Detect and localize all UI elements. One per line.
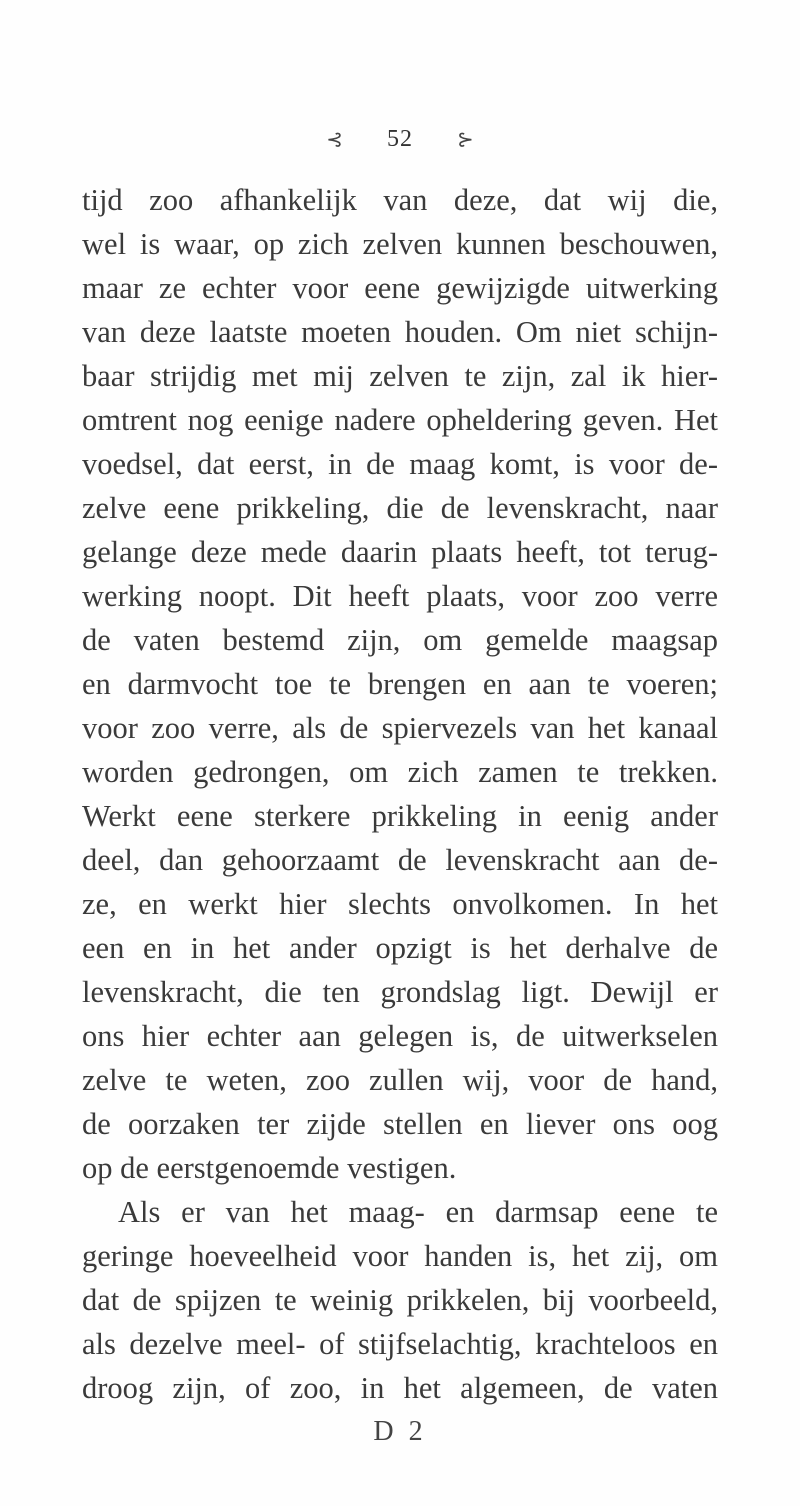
text-line: van deze laatste moeten houden. Om niet schijn- (82, 315, 718, 349)
text-line: levenskracht, die ten grondslag ligt. Dewijl er (82, 975, 718, 1009)
text-line: een en in het ander opzigt is het derhalve de (82, 931, 718, 965)
text-line: ons hier echter aan gelegen is, de uitwerkselen (82, 1019, 718, 1053)
text-line: omtrent nog eenige nadere opheldering geven. Het (82, 403, 718, 437)
text-line: gelange deze mede daarin plaats heeft, tot terug- (82, 535, 718, 569)
text-line: geringe hoeveelheid voor handen is, het zij, om (82, 1239, 718, 1273)
text-line: voedsel, dat eerst, in de maag komt, is voor de- (82, 447, 718, 481)
text-line: op de eerstgenoemde vestigen. (82, 1151, 457, 1185)
ornament-left-icon: ⊰ (326, 129, 343, 151)
signature-mark: D 2 (373, 1416, 427, 1447)
text-line: als dezelve meel- of stijfselachtig, krachteloos en (82, 1327, 718, 1361)
text-line: droog zijn, of zoo, in het algemeen, de vaten (82, 1371, 718, 1405)
text-line: werking noopt. Dit heeft plaats, voor zoo verre (82, 579, 718, 613)
text-line: ze, en werkt hier slechts onvolkomen. In het (82, 887, 718, 921)
text-line: baar strijdig met mij zelven te zijn, zal ik hier- (82, 359, 718, 393)
text-line: de vaten bestemd zijn, om gemelde maagsap (82, 623, 718, 657)
text-line: worden gedrongen, om zich zamen te trekken. (82, 755, 718, 789)
page-number: 52 (387, 126, 413, 152)
text-line: wel is waar, op zich zelven kunnen beschouwen, (82, 227, 718, 261)
ornament-right-icon: ⊱ (457, 129, 474, 151)
page-header (0, 126, 800, 166)
text-line: de oorzaken ter zijde stellen en liever ons oog (82, 1107, 718, 1141)
text-line: zelve te weten, zoo zullen wij, voor de hand, (82, 1063, 718, 1097)
text-line: voor zoo verre, als de spiervezels van het kanaal (82, 711, 718, 745)
text-line: deel, dan gehoorzaamt de levenskracht aan de- (82, 843, 718, 877)
text-line: maar ze echter voor eene gewijzigde uitwerking (82, 271, 718, 305)
text-line: dat de spijzen te weinig prikkelen, bij voorbeeld, (82, 1283, 718, 1317)
text-line: en darmvocht toe te brengen en aan te voeren; (82, 667, 718, 701)
text-line: Werkt eene sterkere prikkeling in eenig ander (82, 799, 718, 833)
text-line: Als er van het maag- en darmsap eene te (118, 1195, 718, 1229)
text-line: zelve eene prikkeling, die de levenskracht, naar (82, 491, 718, 525)
text-line: tijd zoo afhankelijk van deze, dat wij die, (82, 183, 718, 217)
